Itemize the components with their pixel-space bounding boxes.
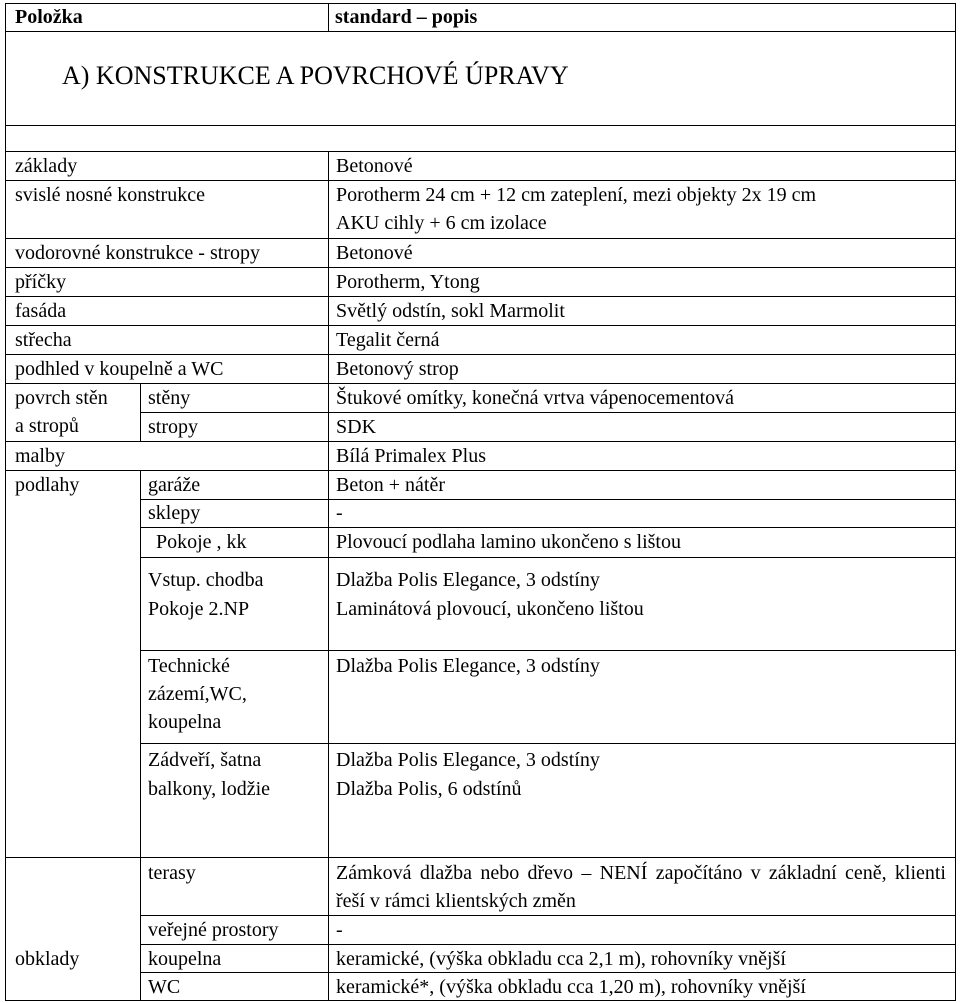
row-value: Zámková dlažba nebo dřevo – NENÍ započítáno v základní ceně, klienti řeší v rámci klientských změn (336, 862, 946, 912)
row-divider (5, 857, 140, 858)
row-divider (5, 125, 956, 126)
sub-label: sklepy (148, 502, 201, 524)
row-value: Plovoucí podlaha lamino ukončeno s lištou (336, 531, 681, 553)
row-value: Betonové (336, 155, 413, 177)
row-value: keramické*, (výška obkladu cca 1,20 m), rohovníky vnější (336, 976, 806, 998)
row-divider (140, 743, 956, 744)
sub-label: Pokoje 2.NP (148, 598, 250, 620)
row-value: Bílá Primalex Plus (336, 445, 486, 467)
sub-label: WC (148, 976, 181, 998)
row-value: AKU cihly + 6 cm izolace (336, 212, 547, 234)
row-label: svislé nosné konstrukce (15, 184, 205, 206)
row-value: keramické, (výška obkladu cca 2,1 m), rohovníky vnější (336, 948, 786, 970)
row-value: Laminátová plovoucí, ukončeno lištou (336, 598, 644, 620)
col-divider (140, 383, 141, 442)
row-value: Dlažba Polis, 6 odstínů (336, 778, 522, 800)
row-value: Porotherm, Ytong (336, 271, 480, 293)
sub-label: Zádveří, šatna (148, 749, 262, 771)
sub-label: stěny (148, 387, 191, 409)
row-value: Dlažba Polis Elegance, 3 odstíny (336, 655, 600, 677)
row-value: Světlý odstín, sokl Marmolit (336, 300, 565, 322)
col-divider (328, 3, 329, 32)
row-label: příčky (15, 271, 67, 293)
header-col-item: Položka (15, 6, 83, 28)
row-divider (5, 267, 956, 268)
sub-label: Vstup. chodba (148, 569, 264, 591)
row-divider (140, 650, 956, 651)
row-value: Dlažba Polis Elegance, 3 odstíny (336, 749, 600, 771)
row-value: Beton + nátěr (336, 474, 446, 496)
row-divider (140, 857, 956, 858)
row-value: Tegalit černá (336, 329, 440, 351)
row-divider (140, 557, 956, 558)
row-value: Porotherm 24 cm + 12 cm zateplení, mezi objekty 2x 19 cm (336, 184, 817, 206)
row-label: malby (15, 445, 65, 467)
row-divider (5, 151, 956, 152)
sub-label: balkony, lodžie (148, 778, 271, 800)
row-divider (140, 412, 956, 413)
row-label: povrch stěn (15, 387, 108, 409)
row-value: - (336, 502, 343, 524)
row-value: - (336, 919, 343, 941)
table-border (5, 3, 956, 4)
sub-label: Pokoje , kk (156, 531, 247, 553)
row-label: podlahy (15, 474, 80, 496)
row-value: Betonový strop (336, 358, 459, 380)
header-col-description: standard – popis (335, 6, 478, 28)
row-value: SDK (336, 416, 377, 438)
row-value: Štukové omítky, konečná vrtva vápenocementová (336, 387, 735, 409)
row-divider (140, 499, 956, 500)
row-label: fasáda (15, 300, 67, 322)
table-border (5, 3, 6, 1001)
table-border (955, 3, 956, 1001)
row-label: obklady (15, 948, 80, 970)
col-divider (328, 151, 329, 1001)
sub-label: koupelna (148, 948, 222, 970)
sub-label: stropy (148, 416, 198, 438)
sub-label: veřejné prostory (148, 919, 279, 941)
col-divider (140, 470, 141, 1001)
row-divider (5, 325, 956, 326)
sub-label: garáže (148, 474, 201, 496)
section-title: A) KONSTRUKCE A POVRCHOVÉ ÚPRAVY (62, 61, 569, 90)
sub-label: terasy (148, 862, 196, 884)
sub-label: Technické zázemí,WC, koupelna (148, 655, 247, 733)
row-label: střecha (15, 329, 72, 351)
row-divider (5, 31, 956, 32)
row-label: podhled v koupelně a WC (15, 358, 224, 380)
row-label: vodorovné konstrukce - stropy (15, 242, 260, 264)
row-value: Dlažba Polis Elegance, 3 odstíny (336, 569, 600, 591)
row-value: Betonové (336, 242, 413, 264)
row-label: a stropů (15, 415, 79, 437)
row-label: základy (15, 155, 78, 177)
